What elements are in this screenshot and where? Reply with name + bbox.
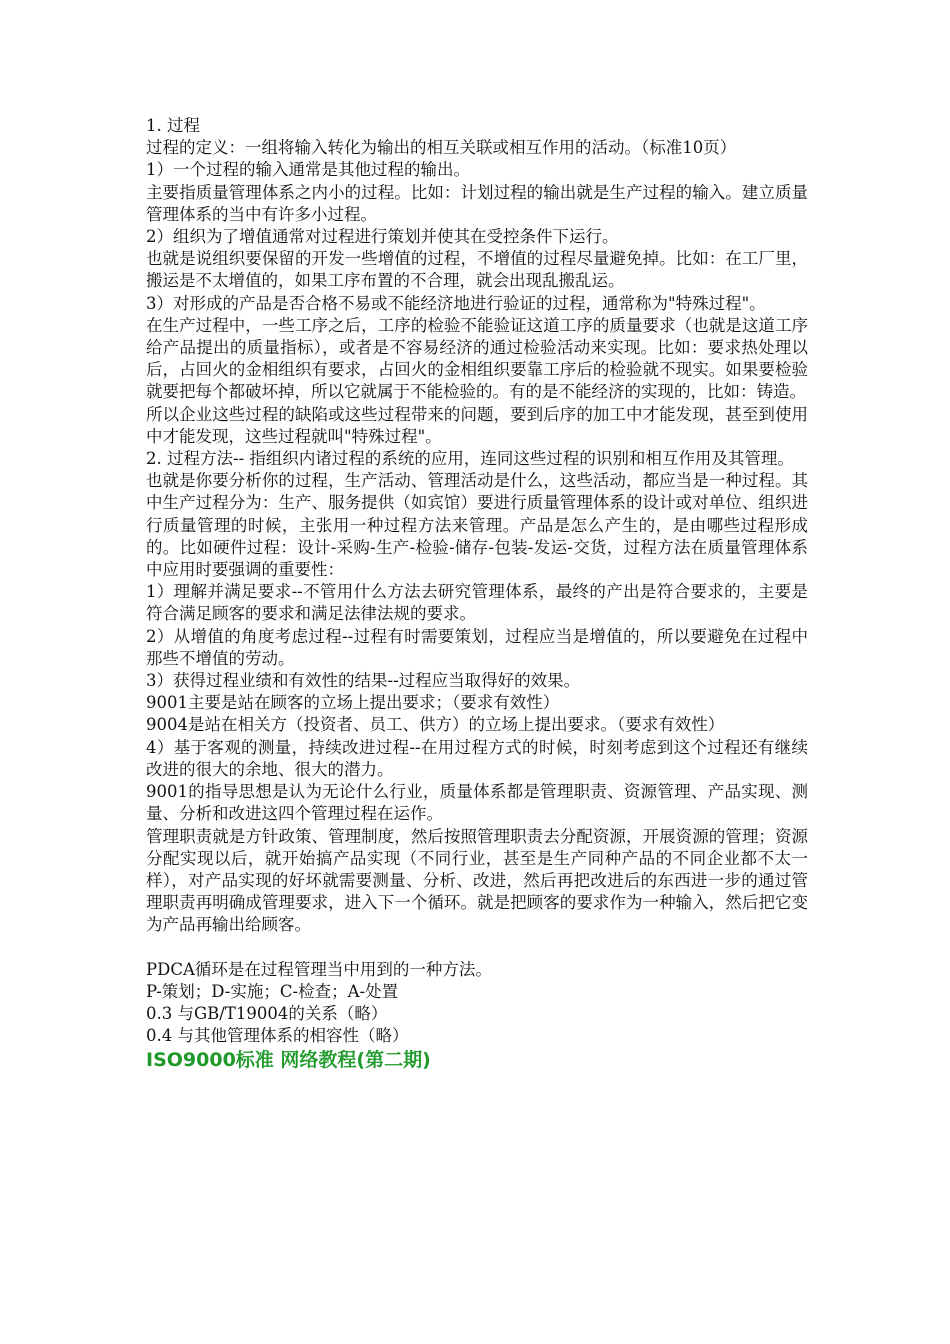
paragraph: 2）从增值的角度考虑过程--过程有时需要策划，过程应当是增值的，所以要避免在过程中那些不增值的劳动。 bbox=[146, 626, 808, 668]
paragraph: 4）基于客观的测量，持续改进过程--在用过程方式的时候，时刻考虑到这个过程还有继续改进的很大的余地、很大的潜力。 bbox=[146, 737, 808, 779]
paragraph: 所以企业这些过程的缺陷或这些过程带来的问题，要到后序的加工中才能发现，甚至到使用中才能发现，这些过程就叫"特殊过程"。 bbox=[146, 404, 808, 446]
paragraph: 3）对形成的产品是否合格不易或不能经济地进行验证的过程，通常称为"特殊过程"。 bbox=[146, 293, 766, 313]
paragraph: 1）理解并满足要求--不管用什么方法去研究管理体系，最终的产出是符合要求的，主要是符合满足顾客的要求和满足法律法规的要求。 bbox=[146, 582, 808, 624]
paragraph: 9001的指导思想是认为无论什么行业，质量体系都是管理职责、资源管理、产品实现、测量、分析和改进这四个管理过程在运作。 bbox=[146, 782, 808, 824]
blank-line bbox=[146, 937, 808, 959]
paragraph: 9001主要是站在顾客的立场上提出要求；（要求有效性） bbox=[146, 693, 560, 713]
section-title-process: 1. 过程 bbox=[146, 116, 200, 135]
paragraph: 2）组织为了增值通常对过程进行策划并使其在受控条件下运行。 bbox=[146, 227, 619, 247]
document-body bbox=[146, 115, 808, 1073]
paragraph: 9004是站在相关方（投资者、员工、供方）的立场上提出要求。（要求有效性） bbox=[146, 715, 725, 735]
paragraph: 0.4 与其他管理体系的相容性（略） bbox=[146, 1026, 409, 1046]
paragraph: 过程的定义：一组将输入转化为输出的相互关联或相互作用的活动。（标准10页） bbox=[146, 138, 737, 158]
paragraph: 在生产过程中，一些工序之后，工序的检验不能验证这道工序的质量要求（也就是这道工序给产品提出的质量指标），或者是不容易经济的通过检验活动来实现。比如：要求热处理以后，占回火的金相组织有要求，占回火的金相组织要靠工序后的检验就不现实。如果要检验就要把每个都破坏掉，所以它就属于不能检验的。有的是不能经济的实现的，比如：铸造。 bbox=[146, 315, 808, 402]
paragraph: 管理职责就是方针政策、管理制度，然后按照管理职责去分配资源，开展资源的管理；资源分配实现以后，就开始搞产品实现（不同行业，甚至是生产同种产品的不同企业都不太一样），对产品实现的好坏就需要测量、分析、改进，然后再把改进后的东西进一步的通过管理职责再明确成管理要求，进入下一个循环。就是把顾客的要求作为一种输入，然后把它变为产品再输出给顾客。 bbox=[146, 826, 808, 935]
paragraph: 也就是你要分析你的过程，生产活动、管理活动是什么，这些活动，都应当是一种过程。其中生产过程分为：生产、服务提供（如宾馆）要进行质量管理体系的设计或对单位、组织进行质量管理的时候，主张用一种过程方法来管理。产品是怎么产生的，是由哪些过程形成的。比如硬件过程：设计-采购-生产-检验-储存-包装-发运-交货，过程方法在质量管理体系中应用时要强调的重要性： bbox=[146, 471, 808, 580]
paragraph: 1）一个过程的输入通常是其他过程的输出。 bbox=[146, 160, 470, 180]
paragraph: 0.3 与GB/T19004的关系（略） bbox=[146, 1003, 388, 1023]
paragraph: P-策划；D-实施；C-检查；A-处置 bbox=[146, 981, 399, 1001]
paragraph: 3）获得过程业绩和有效性的结果--过程应当取得好的效果。 bbox=[146, 671, 581, 691]
paragraph: PDCA循环是在过程管理当中用到的一种方法。 bbox=[146, 959, 492, 979]
paragraph: 主要指质量管理体系之内小的过程。比如：计划过程的输出就是生产过程的输入。建立质量管理体系的当中有许多小过程。 bbox=[146, 182, 808, 224]
course-heading: ISO9000标准 网络教程(第二期) bbox=[146, 1049, 431, 1072]
section-title-process-approach: 2. 过程方法-- 指组织内诸过程的系统的应用，连同这些过程的识别和相互作用及其管理。 bbox=[146, 449, 794, 469]
paragraph: 也就是说组织要保留的开发一些增值的过程，不增值的过程尽量避免掉。比如：在工厂里，搬运是不太增值的，如果工序布置的不合理，就会出现乱搬乱运。 bbox=[146, 249, 808, 291]
